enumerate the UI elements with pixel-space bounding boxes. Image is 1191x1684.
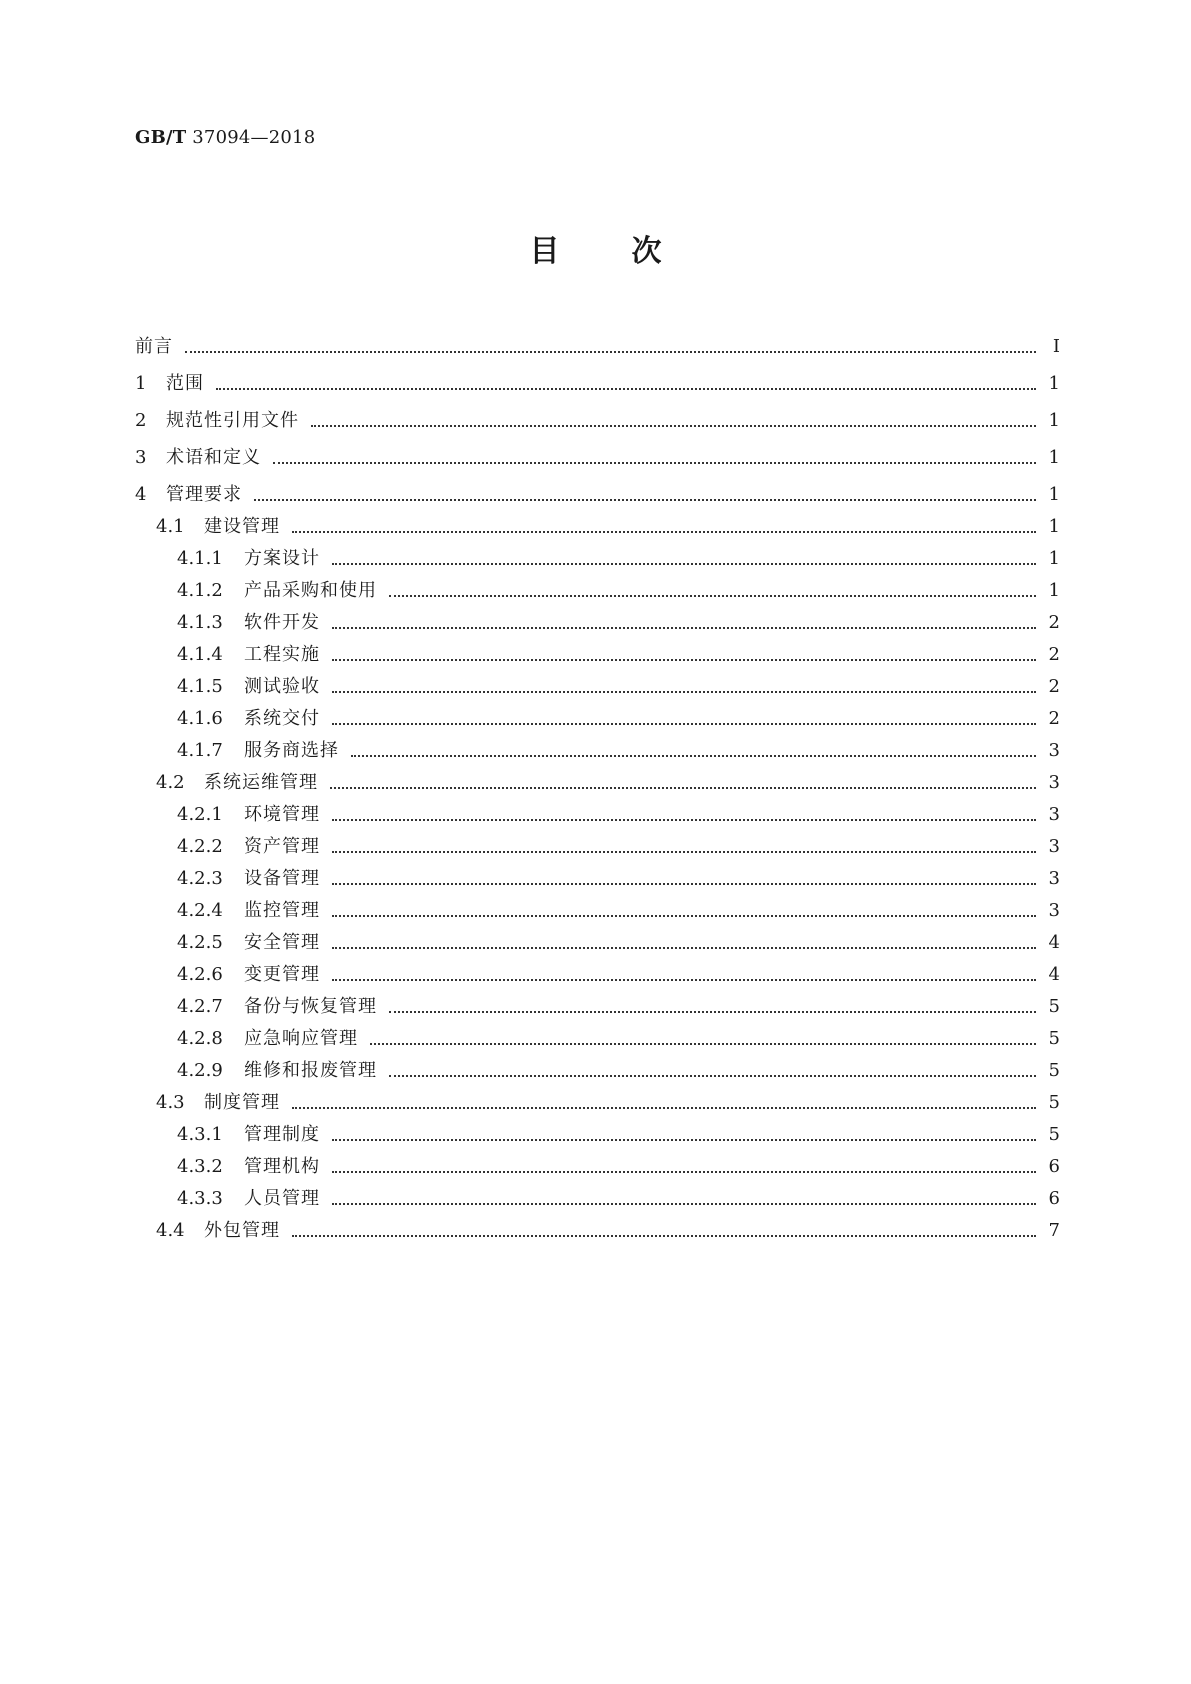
toc-entry[interactable] xyxy=(135,859,1060,891)
dot-leader xyxy=(254,498,1036,501)
dot-leader xyxy=(332,690,1036,693)
toc-entry[interactable] xyxy=(135,635,1060,667)
toc-entry-label: 监控管理 xyxy=(244,900,320,921)
toc-entry-label: 前言 xyxy=(135,336,173,357)
toc-entry-label: 产品采购和使用 xyxy=(244,580,377,601)
toc-entry-page: 2 xyxy=(1048,676,1060,697)
toc-entry[interactable] xyxy=(135,470,1060,507)
toc-entry-page: 5 xyxy=(1048,1124,1060,1145)
table-of-contents xyxy=(135,322,1060,1243)
dot-leader xyxy=(332,658,1036,661)
dot-leader xyxy=(370,1042,1036,1045)
toc-entry-label: 制度管理 xyxy=(204,1092,280,1113)
toc-entry-page: 1 xyxy=(1048,548,1060,569)
toc-entry-number: 4.2.8 xyxy=(177,1028,223,1049)
toc-entry-page: 2 xyxy=(1048,708,1060,729)
toc-entry-label: 资产管理 xyxy=(244,836,320,857)
toc-entry-page: 2 xyxy=(1048,612,1060,633)
toc-entry-label: 范围 xyxy=(166,373,204,394)
standard-prefix: GB/T xyxy=(135,127,187,148)
toc-entry[interactable] xyxy=(135,987,1060,1019)
toc-entry-label: 系统运维管理 xyxy=(204,772,318,793)
toc-entry-label: 术语和定义 xyxy=(166,447,261,468)
toc-entry-page: 5 xyxy=(1048,1060,1060,1081)
toc-entry-page: 6 xyxy=(1048,1188,1060,1209)
dot-leader xyxy=(216,387,1036,390)
dot-leader xyxy=(389,1010,1036,1013)
dot-leader xyxy=(389,594,1036,597)
toc-entry-label: 变更管理 xyxy=(244,964,320,985)
toc-entry[interactable] xyxy=(135,1019,1060,1051)
toc-entry-number: 4.1.7 xyxy=(177,740,223,761)
toc-entry-number: 4.4 xyxy=(156,1220,185,1241)
toc-entry-number: 4.1.6 xyxy=(177,708,223,729)
toc-entry-page: 3 xyxy=(1048,804,1060,825)
toc-entry-label: 备份与恢复管理 xyxy=(244,996,377,1017)
toc-entry[interactable] xyxy=(135,507,1060,539)
toc-entry-number: 4.2.4 xyxy=(177,900,223,921)
toc-entry-number: 4.2.2 xyxy=(177,836,223,857)
toc-entry-page: 3 xyxy=(1048,900,1060,921)
toc-entry-number: 4.2.1 xyxy=(177,804,223,825)
toc-entry-label: 环境管理 xyxy=(244,804,320,825)
toc-entry-label: 应急响应管理 xyxy=(244,1028,358,1049)
toc-entry-page: 4 xyxy=(1048,964,1060,985)
dot-leader xyxy=(351,754,1036,757)
toc-entry-label: 人员管理 xyxy=(244,1188,320,1209)
toc-title xyxy=(0,226,1191,270)
toc-entry[interactable] xyxy=(135,433,1060,470)
dot-leader xyxy=(292,1234,1036,1237)
dot-leader xyxy=(273,461,1036,464)
dot-leader xyxy=(332,626,1036,629)
toc-entry[interactable] xyxy=(135,359,1060,396)
toc-entry-page: 1 xyxy=(1048,373,1060,394)
toc-entry[interactable] xyxy=(135,891,1060,923)
toc-entry-number: 4.1.4 xyxy=(177,644,223,665)
toc-entry[interactable] xyxy=(135,1211,1060,1243)
toc-entry-number: 2 xyxy=(135,410,147,431)
toc-entry[interactable] xyxy=(135,539,1060,571)
dot-leader xyxy=(292,1106,1036,1109)
toc-entry[interactable] xyxy=(135,603,1060,635)
toc-entry[interactable] xyxy=(135,1115,1060,1147)
toc-entry-page: 5 xyxy=(1048,1028,1060,1049)
toc-entry[interactable] xyxy=(135,322,1060,359)
toc-entry-label: 外包管理 xyxy=(204,1220,280,1241)
toc-entry-number: 4.3 xyxy=(156,1092,185,1113)
toc-entry[interactable] xyxy=(135,731,1060,763)
dot-leader xyxy=(389,1074,1036,1077)
toc-entry-number: 4.1.5 xyxy=(177,676,223,697)
toc-entry-page: 6 xyxy=(1048,1156,1060,1177)
toc-entry-page: 4 xyxy=(1048,932,1060,953)
toc-entry-number: 4.3.2 xyxy=(177,1156,223,1177)
toc-entry-page: 1 xyxy=(1048,580,1060,601)
dot-leader xyxy=(332,850,1036,853)
dot-leader xyxy=(311,424,1036,427)
dot-leader xyxy=(330,786,1036,789)
toc-entry-page: 3 xyxy=(1048,868,1060,889)
toc-entry-page: 2 xyxy=(1048,644,1060,665)
toc-entry-number: 4.2.3 xyxy=(177,868,223,889)
toc-entry-label: 管理机构 xyxy=(244,1156,320,1177)
toc-entry-number: 4.3.1 xyxy=(177,1124,223,1145)
toc-entry-label: 软件开发 xyxy=(244,612,320,633)
toc-entry-page: 1 xyxy=(1048,516,1060,537)
toc-entry-number: 1 xyxy=(135,373,147,394)
dot-leader xyxy=(332,1170,1036,1173)
toc-entry-label: 建设管理 xyxy=(204,516,280,537)
toc-entry-label: 管理制度 xyxy=(244,1124,320,1145)
toc-entry-page: 5 xyxy=(1048,1092,1060,1113)
toc-entry-page: 7 xyxy=(1048,1220,1060,1241)
toc-entry-number: 4.2.6 xyxy=(177,964,223,985)
toc-entry-number: 4.2.5 xyxy=(177,932,223,953)
dot-leader xyxy=(332,946,1036,949)
toc-entry[interactable] xyxy=(135,699,1060,731)
toc-entry-label: 安全管理 xyxy=(244,932,320,953)
toc-entry[interactable] xyxy=(135,1051,1060,1083)
toc-entry-number: 4.3.3 xyxy=(177,1188,223,1209)
toc-entry-label: 系统交付 xyxy=(244,708,320,729)
toc-entry[interactable] xyxy=(135,955,1060,987)
dot-leader xyxy=(292,530,1036,533)
toc-entry[interactable] xyxy=(135,923,1060,955)
toc-entry-page: Ⅰ xyxy=(1052,336,1060,357)
standard-number: 37094—2018 xyxy=(192,127,316,148)
toc-entry-number: 4.1.3 xyxy=(177,612,223,633)
toc-entry-label: 测试验收 xyxy=(244,676,320,697)
toc-entry-label: 设备管理 xyxy=(244,868,320,889)
document-code xyxy=(135,127,315,148)
dot-leader xyxy=(332,1138,1036,1141)
toc-title-char-2: 次 xyxy=(631,234,662,269)
toc-entry-label: 管理要求 xyxy=(166,484,242,505)
toc-entry-label: 服务商选择 xyxy=(244,740,339,761)
toc-entry-label: 方案设计 xyxy=(244,548,320,569)
dot-leader xyxy=(185,350,1036,353)
toc-entry-page: 1 xyxy=(1048,447,1060,468)
toc-entry-number: 3 xyxy=(135,447,147,468)
toc-entry[interactable] xyxy=(135,795,1060,827)
toc-entry-page: 3 xyxy=(1048,836,1060,857)
toc-title-char-1: 目 xyxy=(529,234,560,269)
toc-entry[interactable] xyxy=(135,827,1060,859)
dot-leader xyxy=(332,914,1036,917)
toc-entry[interactable] xyxy=(135,396,1060,433)
toc-entry-number: 4.1 xyxy=(156,516,185,537)
toc-entry-number: 4 xyxy=(135,484,147,505)
toc-entry[interactable] xyxy=(135,571,1060,603)
toc-entry-number: 4.1.1 xyxy=(177,548,223,569)
dot-leader xyxy=(332,818,1036,821)
dot-leader xyxy=(332,562,1036,565)
dot-leader xyxy=(332,978,1036,981)
toc-entry-label: 工程实施 xyxy=(244,644,320,665)
toc-entry-number: 4.2 xyxy=(156,772,185,793)
toc-entry-number: 4.1.2 xyxy=(177,580,223,601)
toc-entry-page: 3 xyxy=(1048,772,1060,793)
dot-leader xyxy=(332,882,1036,885)
dot-leader xyxy=(332,722,1036,725)
toc-entry-number: 4.2.9 xyxy=(177,1060,223,1081)
toc-entry-page: 5 xyxy=(1048,996,1060,1017)
toc-entry[interactable] xyxy=(135,1083,1060,1115)
toc-entry-page: 1 xyxy=(1048,410,1060,431)
toc-entry-number: 4.2.7 xyxy=(177,996,223,1017)
dot-leader xyxy=(332,1202,1036,1205)
toc-entry-page: 1 xyxy=(1048,484,1060,505)
toc-entry[interactable] xyxy=(135,667,1060,699)
toc-entry[interactable] xyxy=(135,1147,1060,1179)
toc-entry[interactable] xyxy=(135,763,1060,795)
toc-entry-page: 3 xyxy=(1048,740,1060,761)
toc-entry[interactable] xyxy=(135,1179,1060,1211)
toc-entry-label: 规范性引用文件 xyxy=(166,410,299,431)
toc-entry-label: 维修和报废管理 xyxy=(244,1060,377,1081)
